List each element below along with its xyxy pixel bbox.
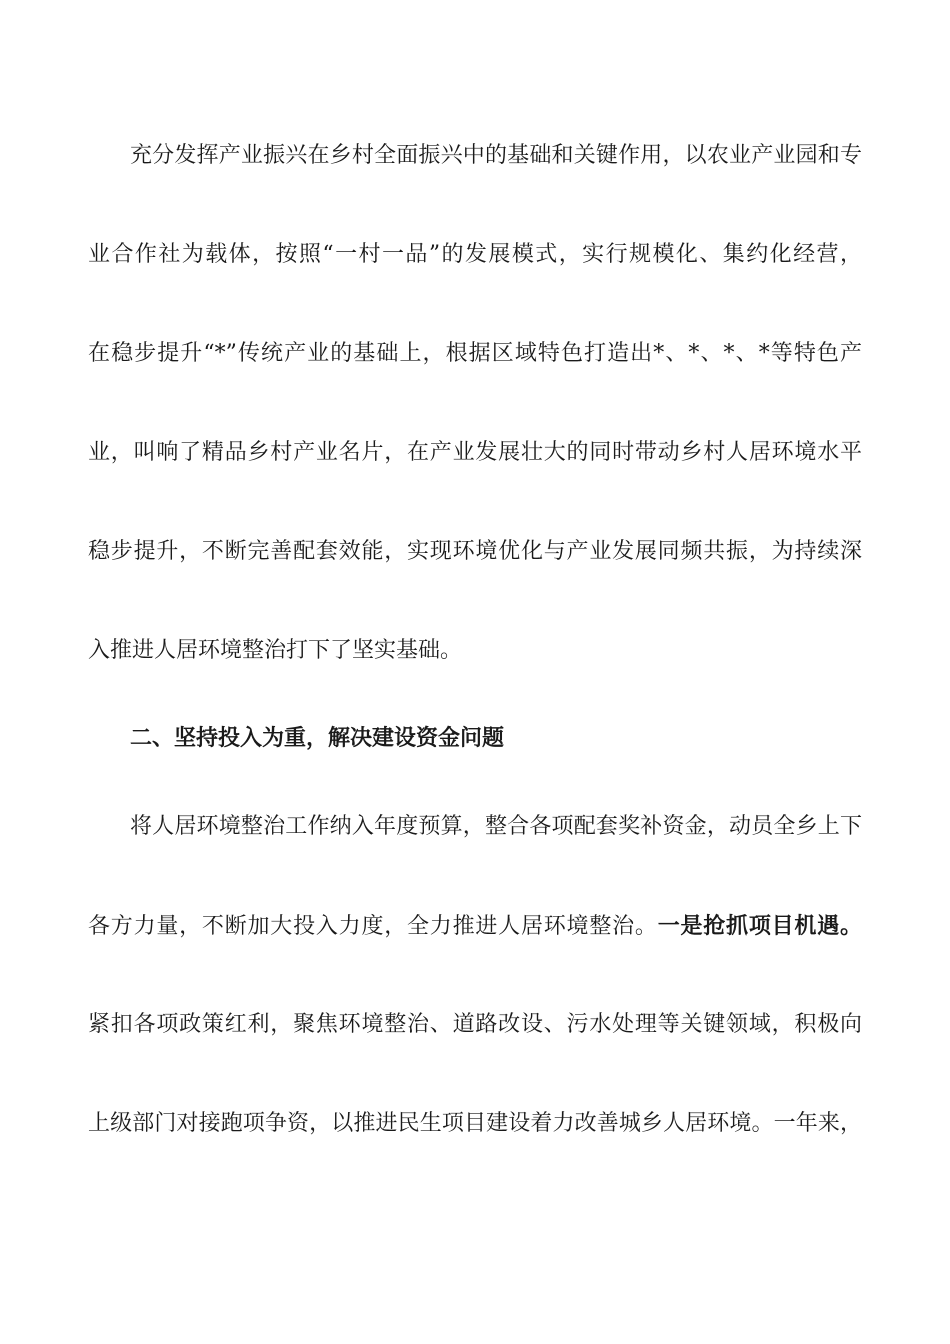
- paragraph-2-emphasis: 一是抢抓项目机遇。: [657, 913, 862, 939]
- paragraph-2-line-4: 上级部门对接跑项争资，以推进民生项目建设着力改善城乡人居环境。一年来，: [88, 1111, 862, 1136]
- paragraph-2-line-2: [88, 911, 862, 941]
- paragraph-1-line-3: 在稳步提升“*”传统产业的基础上，根据区域特色打造出*、*、*、*等特色产: [88, 341, 862, 366]
- paragraph-1-line-4: 业，叫响了精品乡村产业名片，在产业发展壮大的同时带动乡村人居环境水平: [88, 440, 862, 465]
- paragraph-2-line-2-text: 各方力量，不断加大投入力度，全力推进人居环境整治。: [88, 914, 658, 939]
- paragraph-1-line-2: 业合作社为载体，按照“一村一品”的发展模式，实行规模化、集约化经营，: [88, 242, 862, 267]
- paragraph-1-line-6: 入推进人居环境整治打下了坚实基础。: [88, 638, 463, 663]
- paragraph-1-line-5: 稳步提升，不断完善配套效能，实现环境优化与产业发展同频共振，为持续深: [88, 539, 862, 564]
- paragraph-2-line-1: 将人居环境整治工作纳入年度预算，整合各项配套奖补资金，动员全乡上下: [130, 814, 862, 839]
- paragraph-2-line-3: 紧扣各项政策红利，聚焦环境整治、道路改设、污水处理等关键领域，积极向: [88, 1012, 862, 1037]
- section-2-heading: 二、坚持投入为重，解决建设资金问题: [130, 725, 505, 751]
- paragraph-1-line-1: 充分发挥产业振兴在乡村全面振兴中的基础和关键作用，以农业产业园和专: [130, 143, 862, 168]
